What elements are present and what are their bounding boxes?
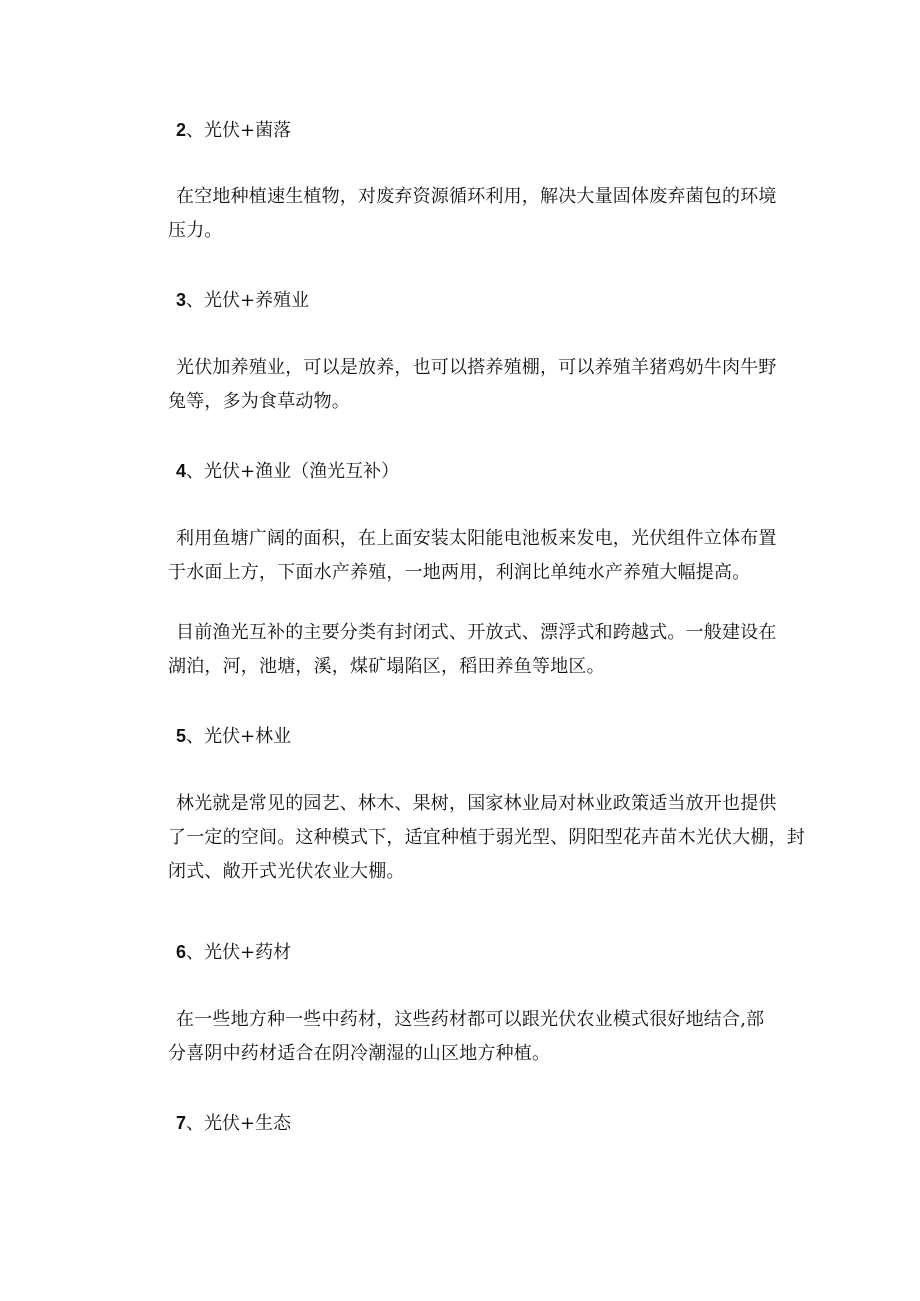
section-title: 、光伏+菌落 bbox=[186, 120, 292, 141]
section-number: 6 bbox=[176, 942, 187, 962]
section-number: 7 bbox=[176, 1113, 187, 1133]
section-heading-7 bbox=[176, 1111, 291, 1136]
paragraph-line: 利用鱼塘广阔的面积，在上面安装太阳能电池板来发电，光伏组件立体布置 bbox=[176, 528, 777, 549]
section-number: 3 bbox=[176, 290, 187, 310]
paragraph-line: 于水面上方，下面水产养殖，一地两用，利润比单纯水产养殖大幅提高。 bbox=[168, 562, 751, 583]
paragraph-line: 压力。 bbox=[168, 220, 223, 241]
section-heading-3 bbox=[176, 288, 309, 313]
paragraph-line: 兔等，多为食草动物。 bbox=[168, 391, 350, 412]
section-number: 4 bbox=[176, 461, 187, 481]
paragraph-line: 湖泊，河，池塘，溪，煤矿塌陷区，稻田养鱼等地区。 bbox=[168, 656, 605, 677]
section-heading-2 bbox=[176, 118, 291, 143]
section-paragraph bbox=[168, 616, 786, 684]
section-title: 、光伏+生态 bbox=[186, 1113, 292, 1134]
paragraph-line: 在空地种植速生植物，对废弃资源循环利用，解决大量固体废弃菌包的环境 bbox=[176, 186, 777, 207]
section-title: 、光伏+林业 bbox=[186, 726, 292, 747]
section-heading-4 bbox=[176, 459, 399, 484]
paragraph-line: 闭式、敞开式光伏农业大棚。 bbox=[168, 861, 405, 882]
paragraph-line: 目前渔光互补的主要分类有封闭式、开放式、漂浮式和跨越式。一般建设在 bbox=[176, 622, 777, 643]
section-paragraph bbox=[168, 351, 786, 419]
paragraph-line: 在一些地方种一些中药材，这些药材都可以跟光伏农业模式很好地结合,部 bbox=[176, 1009, 765, 1030]
section-heading-6 bbox=[176, 940, 291, 965]
section-paragraph bbox=[168, 180, 786, 248]
paragraph-line: 光伏加养殖业，可以是放养，也可以搭养殖棚，可以养殖羊猪鸡奶牛肉牛野 bbox=[176, 357, 777, 378]
paragraph-line: 分喜阴中药材适合在阴冷潮湿的山区地方种植。 bbox=[168, 1043, 551, 1064]
paragraph-line: 林光就是常见的园艺、林木、果树，国家林业局对林业政策适当放开也提供 bbox=[176, 793, 777, 814]
section-title: 、光伏+渔业（渔光互补） bbox=[186, 461, 400, 482]
section-heading-5 bbox=[176, 724, 291, 749]
section-number: 2 bbox=[176, 120, 187, 140]
section-paragraph bbox=[168, 522, 786, 590]
section-paragraph bbox=[168, 1003, 786, 1071]
section-title: 、光伏+药材 bbox=[186, 942, 292, 963]
section-number: 5 bbox=[176, 726, 187, 746]
section-paragraph bbox=[168, 787, 805, 889]
section-title: 、光伏+养殖业 bbox=[186, 290, 310, 311]
paragraph-line: 了一定的空间。这种模式下，适宜种植于弱光型、阴阳型花卉苗木光伏大棚，封 bbox=[168, 827, 805, 848]
